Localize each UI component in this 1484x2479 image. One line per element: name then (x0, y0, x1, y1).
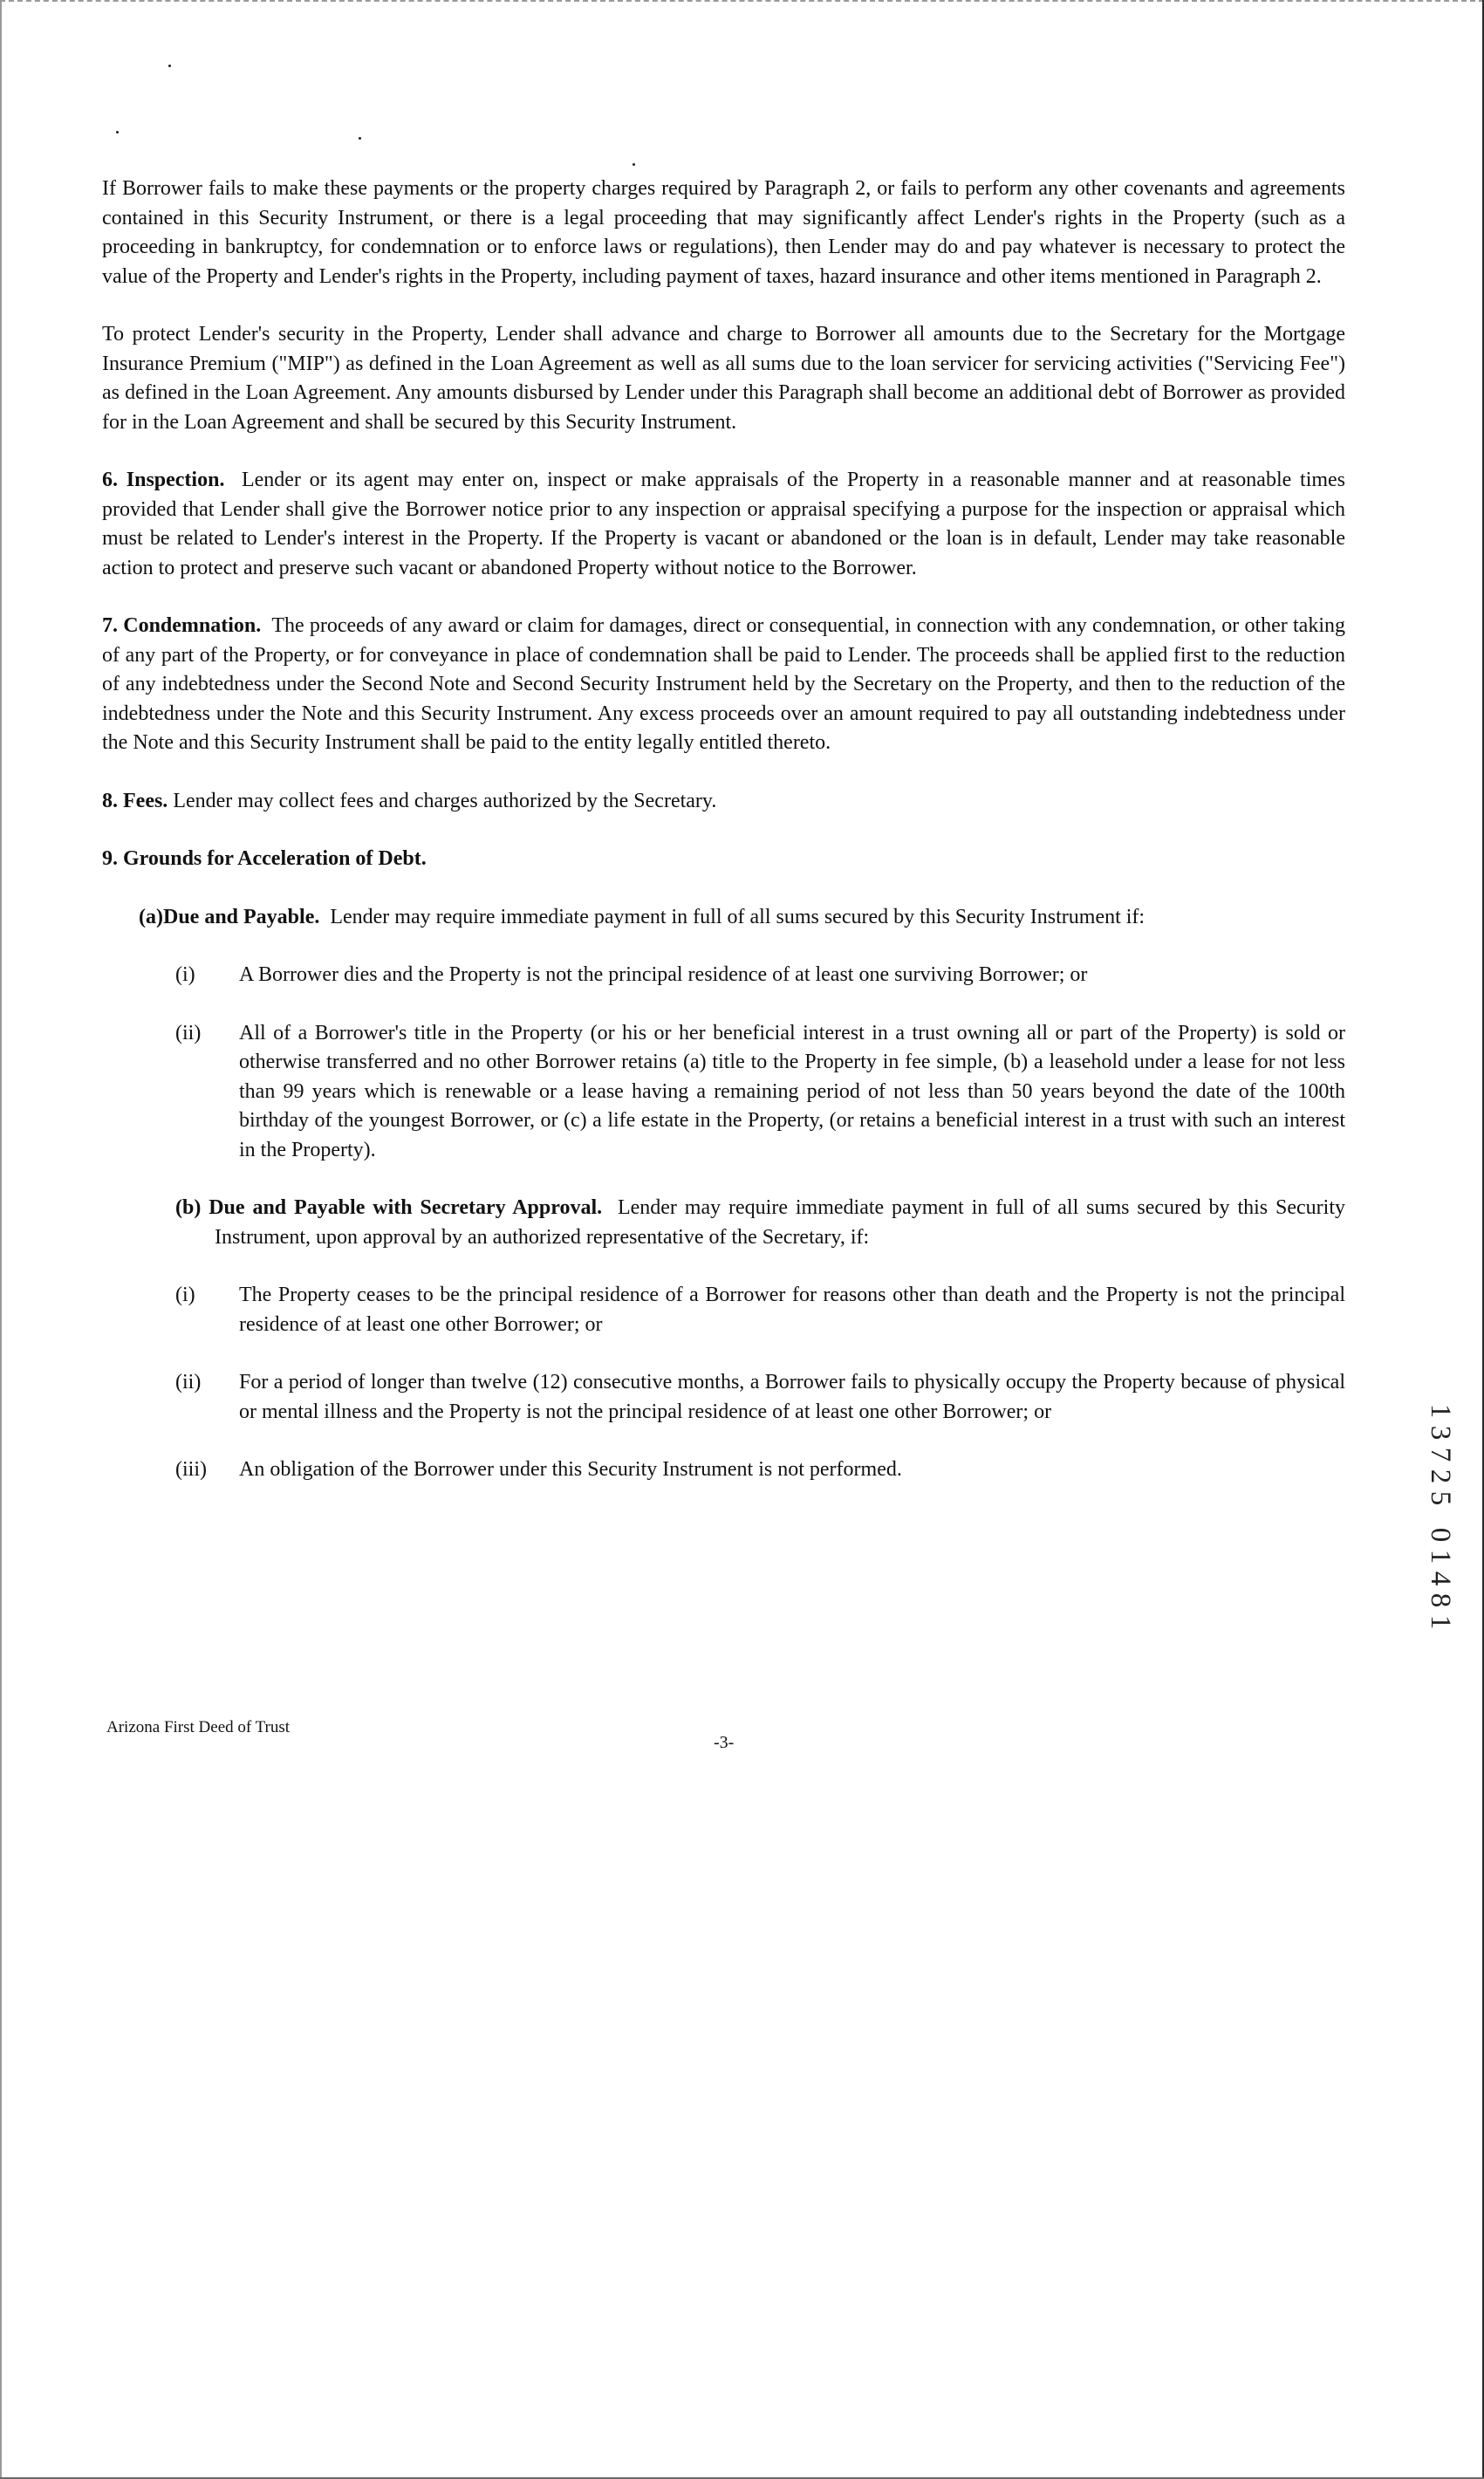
section-7-condemnation (102, 612, 1345, 758)
stamp-digit: 5 (1425, 1490, 1456, 1506)
stamp-digit: 2 (1425, 1469, 1456, 1484)
list-item-number: (i) (175, 1284, 195, 1306)
paragraph-property-charges: If Borrower fails to make these payments or the property charges required by Paragraph 2, or fails to perform any other covenants and agreements contained in this Security Instrument, or there is a legal proceeding that may significantly affect Lender's rights in the Property (such as a proceeding in bankruptcy, for condemnation or to enforce laws or regulations), then Lender may do and pay whatever is necessary to protect the value of the Property and Lender's rights in the Property, including payment of taxes, hazard insurance and other items mentioned in Paragraph 2. (102, 177, 1345, 288)
list-item-text: An obligation of the Borrower under this Security Instrument is not performed. (239, 1458, 902, 1481)
section-6-inspection (102, 466, 1345, 583)
section-9b-heading: (b) Due and Payable with Secretary Approval. (175, 1196, 603, 1219)
section-9a-text: Lender may require immediate payment in full of all sums secured by this Security Instrument if: (330, 905, 1145, 928)
paragraph-mip-servicing: To protect Lender's security in the Property, Lender shall advance and charge to Borrower all amounts due to the Secretary for the Mortgage Insurance Premium ("MIP") as defined in the Loan Agreement as well as all sums due to the loan servicer for servicing activities ("Servicing Fee") as defined in the Loan Agreement. Any amounts disbursed by Lender under this Paragraph shall become an additional debt of Borrower as provided for in the Loan Agreement and shall be secured by this Security Instrument. (102, 323, 1345, 434)
list-item-text: A Borrower dies and the Property is not the principal residence of at least one surviving Borrower; or (239, 963, 1088, 986)
scan-speck (168, 65, 171, 67)
list-item (102, 1281, 1345, 1339)
stamp-digit: 1 (1425, 1614, 1456, 1630)
section-8-text: Lender may collect fees and charges authorized by the Secretary. (173, 789, 717, 812)
document-body (102, 175, 1345, 1485)
stamp-digit: 3 (1425, 1425, 1456, 1441)
section-7-text: The proceeds of any award or claim for damages, direct or consequential, in connection with any condemnation, or other taking of any part of the Property, or for conveyance in place of condemnation shall be paid to Lender. The proceeds shall be applied first to the reduction of any indebtedness under the Second Note and Second Security Instrument held by the Secretary on the Property, and then to the reduction of the indebtedness under the Note and this Security Instrument. Any excess proceeds over an amount required to pay all outstanding indebtedness under the Note and this Security Instrument shall be paid to the entity legally entitled thereto. (102, 614, 1345, 754)
section-8-fees (102, 787, 1345, 817)
section-9b-text: Lender may require immediate payment in full of all sums secured by this Security Instrument, upon approval by an authorized representative of the Secretary, if: (215, 1196, 1346, 1249)
section-7-heading: 7. Condemnation. (102, 614, 262, 637)
page-edge-top (0, 0, 1484, 3)
footer-document-title: Arizona First Deed of Trust (106, 1718, 291, 1736)
list-item-text: The Property ceases to be the principal residence of a Borrower for reasons other than death and the Property is not the principal residence of at least one other Borrower; or (239, 1284, 1345, 1336)
scan-speck (633, 163, 635, 166)
section-9a-heading: (a)Due and Payable. (139, 905, 320, 928)
list-item-text: For a period of longer than twelve (12) consecutive months, a Borrower fails to physically occupy the Property because of physical or mental illness and the Property is not the principal residence of at least one other Borrower; or (239, 1371, 1345, 1423)
list-item-number: (i) (175, 963, 195, 986)
list-item (102, 961, 1345, 990)
list-item-number: (ii) (175, 1021, 202, 1044)
page-edge-left (0, 0, 2, 2479)
list-item-text: All of a Borrower's title in the Property (or his or her beneficial interest in a trust owning all or part of the Property) is sold or otherwise transferred and no other Borrower retains (a) title to the Property in fee simple, (b) a leasehold under a lease for not less than 99 years which is renewable or a lease having a remaining period of not less than 50 years beyond the date of the 100th birthday of the youngest Borrower, or (c) a life estate in the Property, (or retains a beneficial interest in a trust with such an interest in the Property). (239, 1021, 1345, 1161)
recording-stamp-number (1422, 1401, 1457, 1634)
stamp-digit: 8 (1425, 1592, 1456, 1608)
stamp-digit: 7 (1425, 1447, 1456, 1462)
stamp-digit: 1 (1425, 1549, 1456, 1565)
section-6-text: Lender or its agent may enter on, inspect or make appraisals of the Property in a reasonable manner and at reasonable times provided that Lender shall give the Borrower notice prior to any inspection or appraisal specifying a purpose for the inspection or appraisal which must be related to Lender's interest in the Property. If the Property is vacant or abandoned or the loan is in default, Lender may take reasonable action to protect and preserve such vacant or abandoned Property without notice to the Borrower. (102, 469, 1346, 579)
footer-page-number: -3- (714, 1733, 735, 1752)
list-item-number: (ii) (175, 1371, 202, 1394)
section-6-heading: 6. Inspection. (102, 469, 225, 491)
section-8-heading: 8. Fees. (102, 789, 168, 812)
list-item (102, 1455, 1345, 1485)
section-9-heading (102, 845, 1345, 874)
scan-speck (359, 137, 361, 140)
stamp-digit: 4 (1425, 1571, 1456, 1586)
list-item (102, 1368, 1345, 1427)
list-item (102, 1019, 1345, 1166)
list-item-number: (iii) (175, 1458, 207, 1481)
section-9b-secretary-approval (139, 1194, 1345, 1252)
section-9a-due-and-payable (139, 903, 1345, 933)
section-9-heading-text: 9. Grounds for Acceleration of Debt. (102, 847, 427, 870)
stamp-digit: 1 (1425, 1403, 1456, 1419)
stamp-digit: 0 (1425, 1527, 1456, 1543)
scan-speck (116, 131, 119, 134)
